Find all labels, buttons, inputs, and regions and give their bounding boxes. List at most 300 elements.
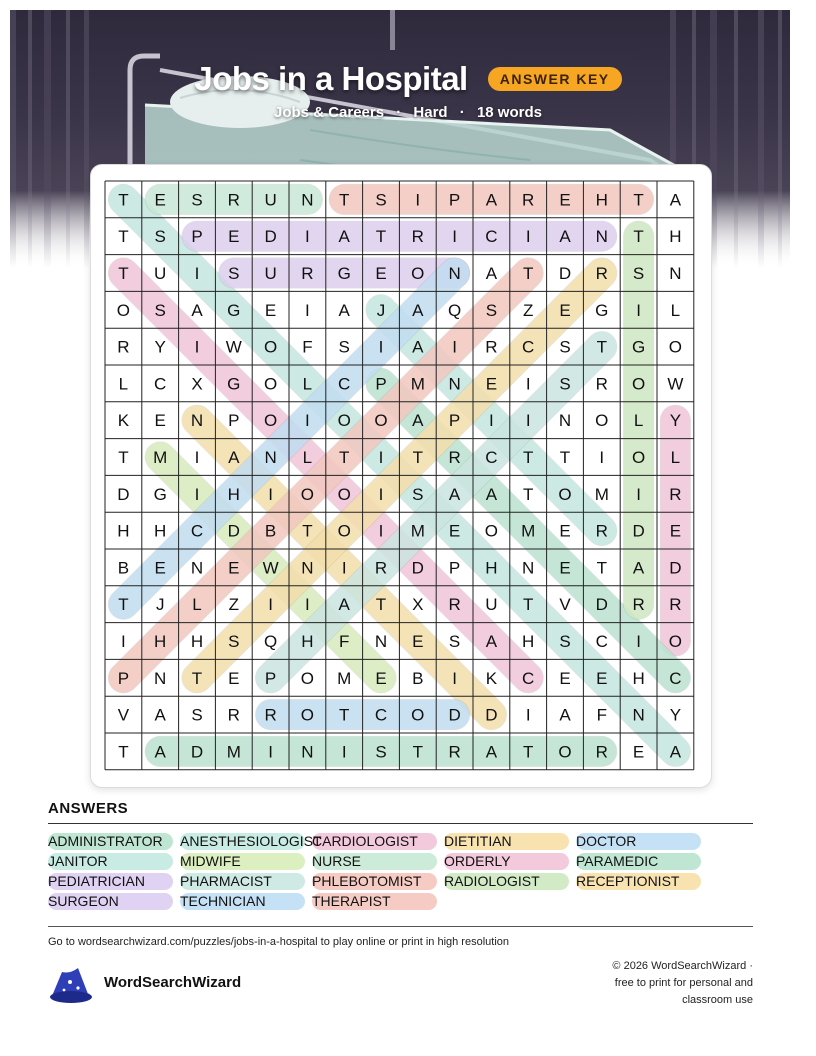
grid-cell-letter[interactable]: L — [118, 374, 129, 394]
answer-word-label: DIETITIAN — [444, 833, 512, 849]
grid-cell-letter[interactable]: T — [339, 705, 350, 725]
grid-cell-letter[interactable]: A — [412, 411, 424, 431]
grid-cell-letter[interactable]: O — [300, 484, 315, 504]
grid-cell-letter[interactable]: P — [448, 558, 461, 578]
answer-word-label: SURGEON — [48, 893, 119, 909]
grid-cell-letter[interactable]: N — [595, 227, 608, 247]
grid-cell-letter[interactable]: X — [412, 595, 424, 615]
answer-word — [180, 892, 266, 910]
grid-cell-letter[interactable]: Y — [669, 411, 682, 431]
answer-word-label: THERAPIST — [312, 893, 391, 909]
grid-cell-letter[interactable]: B — [412, 668, 424, 688]
grid-cell-letter[interactable]: A — [448, 484, 461, 504]
grid-cell-letter[interactable]: I — [268, 595, 273, 615]
grid-cell-letter[interactable]: S — [191, 705, 203, 725]
grid-cell-letter[interactable]: O — [337, 484, 351, 504]
grid-cell-letter[interactable]: S — [448, 632, 461, 651]
grid-cell-letter[interactable]: R — [669, 484, 682, 504]
answers-divider — [48, 823, 753, 824]
grid-cell-letter[interactable]: A — [154, 705, 166, 725]
grid-cell-letter[interactable]: T — [118, 595, 129, 615]
grid-cell-letter[interactable]: C — [374, 705, 388, 725]
grid-cell-letter[interactable]: R — [595, 521, 608, 541]
grid-cell-letter[interactable]: W — [225, 337, 242, 357]
grid-cell-letter[interactable]: E — [412, 632, 424, 651]
grid-cell-letter[interactable]: Q — [447, 300, 462, 320]
grid-cell-letter[interactable]: N — [448, 374, 461, 394]
grid-cell-letter[interactable]: T — [559, 448, 571, 467]
grid-cell-letter[interactable]: G — [595, 300, 609, 320]
grid-cell-letter[interactable]: Q — [263, 632, 278, 651]
grid-cell-letter[interactable]: N — [190, 411, 204, 431]
grid-cell-letter[interactable]: S — [154, 227, 166, 247]
grid-cell-letter[interactable]: A — [412, 337, 424, 357]
puzzle-meta — [0, 104, 816, 121]
grid-cell-letter[interactable]: T — [633, 227, 644, 247]
grid-cell-letter[interactable]: D — [227, 521, 240, 541]
grid-cell-letter[interactable]: D — [669, 558, 682, 578]
footer-divider — [48, 926, 753, 927]
grid-cell-letter[interactable]: G — [153, 484, 167, 504]
grid-cell-letter[interactable]: T — [523, 484, 534, 504]
grid-cell-letter[interactable]: U — [264, 190, 277, 210]
grid-cell-letter[interactable]: I — [305, 595, 310, 615]
grid-cell-letter[interactable]: I — [525, 227, 531, 247]
grid-cell-letter[interactable]: O — [337, 411, 351, 431]
copyright-notice — [612, 958, 753, 1009]
grid-cell-letter[interactable]: H — [154, 521, 167, 541]
grid-cell-letter[interactable]: S — [191, 190, 203, 210]
grid-cell-letter[interactable]: I — [121, 632, 126, 651]
grid-cell-letter[interactable]: A — [485, 484, 498, 504]
grid-cell-letter[interactable]: O — [263, 337, 278, 357]
grid-cell-letter[interactable]: I — [268, 742, 273, 762]
grid-cell-letter[interactable]: O — [300, 705, 315, 725]
grid-cell-letter[interactable]: T — [523, 448, 534, 467]
grid-cell-letter[interactable]: A — [338, 300, 350, 320]
grid-cell-letter[interactable]: D — [117, 484, 130, 504]
grid-cell-letter[interactable]: A — [559, 227, 571, 247]
answer-word — [312, 832, 418, 850]
grid-cell-letter[interactable]: E — [154, 558, 166, 578]
grid-cell-letter[interactable]: O — [374, 411, 388, 431]
grid-cell-letter[interactable]: R — [595, 264, 608, 283]
grid-cell-letter[interactable]: T — [412, 742, 423, 762]
grid-cell-letter[interactable]: A — [338, 595, 350, 615]
grid-cell-letter[interactable]: H — [595, 190, 608, 210]
grid-cell-letter[interactable]: H — [522, 632, 535, 651]
grid-cell-letter[interactable]: I — [636, 484, 641, 504]
grid-cell-letter[interactable]: C — [522, 337, 535, 357]
copyright-line: free to print for personal and — [614, 977, 753, 989]
grid-cell-letter[interactable]: L — [670, 300, 681, 320]
grid-cell-letter[interactable]: R — [522, 190, 535, 210]
grid-cell-letter[interactable]: M — [410, 521, 425, 541]
grid-cell-letter[interactable]: I — [636, 632, 641, 651]
answer-word-label: RADIOLOGIST — [444, 873, 540, 889]
grid-cell-letter[interactable]: L — [302, 448, 313, 467]
grid-cell-letter[interactable]: A — [412, 300, 424, 320]
grid-cell-letter[interactable]: P — [117, 668, 130, 688]
grid-cell-letter[interactable]: T — [191, 668, 203, 688]
wizard-hat-icon — [48, 964, 94, 1009]
grid-cell-letter[interactable]: C — [522, 668, 535, 688]
grid-cell-letter[interactable]: N — [669, 264, 682, 283]
grid-cell-letter[interactable]: A — [485, 632, 498, 651]
grid-cell-letter[interactable]: E — [228, 558, 240, 578]
grid-cell-letter[interactable]: F — [302, 337, 313, 357]
grid-cell-letter[interactable]: C — [154, 374, 167, 394]
grid-cell-letter[interactable]: O — [411, 264, 425, 283]
grid-cell-letter[interactable]: T — [375, 227, 387, 247]
grid-cell-letter[interactable]: T — [596, 337, 607, 357]
grid-cell-letter[interactable]: C — [190, 521, 204, 541]
answer-word — [180, 832, 322, 850]
grid-cell-letter[interactable]: O — [337, 521, 351, 541]
grid-cell-letter[interactable]: T — [118, 742, 129, 762]
grid-cell-letter[interactable]: A — [632, 558, 645, 578]
grid-cell-letter[interactable]: E — [375, 264, 387, 283]
grid-cell-letter[interactable]: W — [262, 558, 279, 578]
grid-cell-letter[interactable]: I — [194, 484, 200, 504]
grid-cell-letter[interactable]: T — [302, 521, 313, 541]
grid-cell-letter[interactable]: A — [485, 264, 498, 283]
grid-cell-letter[interactable]: M — [337, 668, 352, 688]
grid-cell-letter[interactable]: S — [559, 337, 571, 357]
grid-cell-letter[interactable]: I — [378, 448, 384, 467]
grid-cell-letter[interactable]: L — [302, 374, 313, 394]
answer-word — [576, 832, 636, 850]
grid-cell-letter[interactable]: Z — [228, 595, 239, 615]
grid-cell-letter[interactable]: M — [226, 742, 241, 762]
grid-cell-letter[interactable]: E — [669, 521, 682, 541]
grid-cell-letter[interactable]: T — [339, 448, 350, 467]
answer-word — [48, 852, 108, 870]
grid-cell-letter[interactable]: M — [410, 374, 425, 394]
grid-cell-letter[interactable]: S — [154, 300, 166, 320]
grid-cell-letter[interactable]: L — [192, 595, 202, 615]
grid-cell-letter[interactable]: S — [375, 742, 387, 762]
grid-cell-letter[interactable]: I — [194, 448, 200, 467]
grid-cell-letter[interactable]: E — [228, 227, 240, 247]
grid-cell-letter[interactable]: S — [228, 264, 240, 283]
grid-cell-letter[interactable]: V — [117, 705, 130, 725]
grid-cell-letter[interactable]: A — [485, 190, 498, 210]
grid-cell-letter[interactable]: I — [305, 227, 310, 247]
grid-cell-letter[interactable]: Y — [669, 705, 682, 725]
grid-cell-letter[interactable]: A — [228, 448, 240, 467]
grid-cell-letter[interactable]: N — [374, 632, 388, 651]
grid-cell-letter[interactable]: D — [264, 227, 277, 247]
grid-cell-letter[interactable]: R — [595, 742, 608, 762]
grid-cell-letter[interactable]: E — [559, 521, 571, 541]
grid-cell-letter[interactable]: D — [190, 742, 204, 762]
answer-word-label: CARDIOLOGIST — [312, 833, 418, 849]
grid-cell-letter[interactable]: C — [669, 668, 682, 688]
grid-cell-letter[interactable]: H — [154, 632, 167, 651]
grid-cell-letter[interactable]: N — [190, 558, 204, 578]
grid-cell-letter[interactable]: T — [596, 558, 607, 578]
grid-cell-letter[interactable]: Y — [154, 337, 166, 357]
grid-cell-letter[interactable]: A — [338, 227, 350, 247]
grid-cell-letter[interactable]: H — [301, 632, 314, 651]
grid-cell-letter[interactable]: I — [525, 411, 531, 431]
grid-cell-letter[interactable]: I — [341, 742, 347, 762]
grid-cell-letter[interactable]: I — [452, 227, 457, 247]
grid-cell-letter[interactable]: R — [374, 558, 388, 578]
grid-cell-letter[interactable]: O — [558, 484, 572, 504]
grid-cell-letter[interactable]: U — [264, 264, 277, 283]
grid-cell-letter[interactable]: S — [375, 190, 387, 210]
grid-cell-letter[interactable]: E — [559, 300, 571, 320]
grid-cell-letter[interactable]: D — [448, 705, 461, 725]
grid-cell-letter[interactable]: N — [558, 411, 572, 431]
grid-cell-letter[interactable]: M — [594, 484, 609, 504]
grid-cell-letter[interactable]: L — [670, 448, 681, 467]
answer-word-label: DOCTOR — [576, 833, 637, 849]
grid-cell-letter[interactable]: P — [448, 411, 461, 431]
answer-word-label: PEDIATRICIAN — [48, 873, 145, 889]
grid-cell-letter[interactable]: E — [632, 742, 645, 762]
brand-name[interactable]: WordSearchWizard — [104, 974, 242, 991]
answer-word-label: NURSE — [312, 853, 362, 869]
grid-cell-letter[interactable]: H — [632, 668, 645, 688]
grid-cell-letter[interactable]: C — [485, 448, 498, 467]
grid-cell-letter[interactable]: I — [415, 190, 421, 210]
grid-cell-letter[interactable]: J — [155, 595, 165, 615]
letter-grid — [91, 165, 711, 787]
grid-cell-letter[interactable]: H — [669, 227, 682, 247]
grid-cell-letter[interactable]: N — [301, 558, 314, 578]
grid-cell-letter[interactable]: O — [631, 448, 646, 467]
grid-cell-letter[interactable]: E — [559, 558, 571, 578]
copyright-line: classroom use — [682, 994, 753, 1006]
grid-cell-letter[interactable]: R — [227, 705, 240, 725]
grid-cell-letter[interactable]: T — [523, 264, 534, 283]
grid-cell-letter[interactable]: O — [595, 411, 609, 431]
grid-cell-letter[interactable]: G — [631, 337, 646, 357]
grid-cell-letter[interactable]: T — [375, 595, 387, 615]
grid-cell-letter[interactable]: X — [191, 374, 203, 394]
grid-cell-letter[interactable]: I — [525, 705, 531, 725]
grid-cell-letter[interactable]: O — [668, 632, 683, 651]
grid-cell-letter[interactable]: H — [227, 484, 240, 504]
grid-cell-letter[interactable]: O — [411, 705, 425, 725]
grid-cell-letter[interactable]: P — [448, 190, 461, 210]
answer-word — [312, 872, 421, 890]
grid-cell-letter[interactable]: J — [376, 300, 386, 320]
footer-link[interactable]: Go to wordsearchwizard.com/puzzles/jobs-in-a-hospital to play online or print in high resolution — [48, 936, 510, 948]
grid-cell-letter[interactable]: A — [154, 742, 166, 762]
grid-cell-letter[interactable]: R — [632, 595, 645, 615]
grid-cell-letter[interactable]: I — [194, 337, 200, 357]
grid-cell-letter[interactable]: D — [411, 558, 424, 578]
word-count-label: 18 words — [476, 104, 542, 121]
answer-word — [312, 852, 361, 870]
grid-cell-letter[interactable]: R — [669, 595, 682, 615]
grid-cell-letter[interactable]: R — [264, 705, 277, 725]
grid-cell-letter[interactable]: E — [264, 300, 277, 320]
answer-word-label: ADMINISTRATOR — [48, 833, 163, 849]
grid-cell-letter[interactable]: P — [375, 374, 387, 394]
grid-cell-letter[interactable]: S — [485, 300, 498, 320]
difficulty-label: Hard — [413, 104, 448, 121]
grid-cell-letter[interactable]: N — [264, 448, 277, 467]
grid-cell-letter[interactable]: I — [378, 521, 384, 541]
grid-cell-letter[interactable]: Z — [523, 300, 534, 320]
grid-cell-letter[interactable]: G — [227, 300, 241, 320]
grid-cell-letter[interactable]: C — [595, 632, 608, 651]
grid-cell-letter[interactable]: R — [448, 448, 461, 467]
grid-cell-letter[interactable]: R — [411, 227, 424, 247]
answer-word-label: ORDERLY — [444, 853, 511, 869]
answer-key-badge: ANSWER KEY — [488, 67, 622, 91]
grid-cell-letter[interactable]: E — [375, 668, 387, 688]
grid-cell-letter[interactable]: O — [631, 374, 646, 394]
grid-cell-letter[interactable]: A — [485, 742, 498, 762]
grid-cell-letter[interactable]: W — [667, 374, 684, 394]
grid-cell-letter[interactable]: I — [268, 484, 273, 504]
grid-cell-letter[interactable]: N — [301, 742, 314, 762]
grid-cell-letter[interactable]: O — [300, 668, 315, 688]
grid-cell-letter[interactable]: R — [227, 190, 240, 210]
answer-word-label: PARAMEDIC — [576, 853, 659, 869]
grid-cell-letter[interactable]: I — [599, 448, 605, 467]
grid-cell-letter[interactable]: A — [191, 300, 203, 320]
grid-cell-letter[interactable]: E — [485, 374, 498, 394]
answer-word-label: RECEPTIONIST — [576, 873, 680, 889]
grid-cell-letter[interactable]: I — [378, 484, 384, 504]
grid-cell-letter[interactable]: I — [452, 668, 457, 688]
grid-cell-letter[interactable]: L — [633, 411, 644, 431]
grid-cell-letter[interactable]: S — [559, 632, 571, 651]
grid-cell-letter[interactable]: N — [154, 668, 167, 688]
grid-cell-letter[interactable]: G — [227, 374, 241, 394]
grid-cell-letter[interactable]: K — [485, 668, 498, 688]
answer-word — [180, 852, 241, 870]
grid-cell-letter[interactable]: I — [489, 411, 494, 431]
grid-cell-letter[interactable]: T — [523, 595, 534, 615]
grid-cell-letter[interactable]: H — [190, 632, 204, 651]
grid-cell-letter[interactable]: E — [448, 521, 461, 541]
grid-cell-letter[interactable]: D — [485, 705, 498, 725]
grid-cell-letter[interactable]: D — [632, 521, 645, 541]
grid-cell-letter[interactable]: E — [559, 668, 571, 688]
answers-heading: ANSWERS — [48, 800, 129, 817]
grid-cell-letter[interactable]: R — [448, 742, 461, 762]
grid-cell-letter[interactable]: C — [338, 374, 351, 394]
grid-cell-letter[interactable]: F — [339, 632, 350, 651]
meta-separator: · — [459, 104, 465, 121]
grid-cell-letter[interactable]: A — [669, 190, 682, 210]
grid-cell-letter[interactable]: I — [452, 337, 457, 357]
answer-word — [576, 852, 658, 870]
grid-cell-letter[interactable]: T — [339, 190, 350, 210]
grid-cell-letter[interactable]: R — [485, 337, 498, 357]
grid-cell-letter[interactable]: I — [305, 300, 310, 320]
grid-cell-letter[interactable]: S — [559, 374, 571, 394]
grid-cell-letter[interactable]: T — [118, 227, 129, 247]
grid-cell-letter[interactable]: V — [559, 595, 571, 615]
grid-cell-letter[interactable]: N — [522, 558, 535, 578]
grid-cell-letter[interactable]: A — [669, 742, 682, 762]
grid-cell-letter[interactable]: O — [558, 742, 572, 762]
grid-cell-letter[interactable]: O — [484, 521, 499, 541]
grid-cell-letter[interactable]: T — [633, 190, 644, 210]
answer-word — [48, 892, 119, 910]
grid-cell-letter[interactable]: D — [558, 264, 572, 283]
grid-cell-letter[interactable]: U — [154, 264, 167, 283]
grid-cell-letter[interactable]: R — [448, 595, 461, 615]
grid-cell-letter[interactable]: T — [118, 448, 129, 467]
answer-word — [48, 832, 163, 850]
grid-cell-letter[interactable]: P — [191, 227, 203, 247]
grid-cell-letter[interactable]: M — [521, 521, 536, 541]
answer-word — [180, 872, 272, 890]
grid-cell-letter[interactable]: M — [153, 448, 168, 467]
grid-cell-letter[interactable]: O — [263, 411, 278, 431]
grid-cell-letter[interactable]: E — [154, 190, 166, 210]
grid-cell-letter[interactable]: F — [596, 705, 607, 725]
grid-cell-letter[interactable]: E — [228, 668, 240, 688]
grid-cell-letter[interactable]: U — [485, 595, 498, 615]
grid-cell-letter[interactable]: P — [264, 668, 277, 688]
grid-cell-letter[interactable]: O — [263, 374, 278, 394]
grid-cell-letter[interactable]: T — [118, 264, 129, 283]
grid-cell-letter[interactable]: S — [632, 264, 645, 283]
grid-cell-letter[interactable]: N — [632, 705, 645, 725]
grid-cell-letter[interactable]: G — [337, 264, 351, 283]
grid-cell-letter[interactable]: B — [264, 521, 277, 541]
grid-cell-letter[interactable]: S — [228, 632, 240, 651]
grid-cell-letter[interactable]: O — [668, 337, 683, 357]
grid-cell-letter[interactable]: K — [117, 411, 130, 431]
grid-cell-letter[interactable]: I — [525, 374, 531, 394]
grid-cell-letter[interactable]: T — [118, 190, 129, 210]
grid-cell-letter[interactable]: E — [559, 190, 571, 210]
grid-cell-letter[interactable]: I — [341, 558, 347, 578]
grid-cell-letter[interactable]: N — [448, 264, 461, 283]
answer-word — [444, 872, 540, 890]
grid-cell-letter[interactable]: S — [412, 484, 424, 504]
grid-cell-letter[interactable]: E — [154, 411, 166, 431]
answer-word — [444, 852, 511, 870]
grid-cell-letter[interactable]: I — [378, 337, 384, 357]
grid-cell-letter[interactable]: R — [595, 374, 608, 394]
grid-cell-letter[interactable]: I — [305, 411, 310, 431]
grid-cell-letter[interactable]: B — [117, 558, 130, 578]
grid-cell-letter[interactable]: A — [559, 705, 571, 725]
grid-cell-letter[interactable]: D — [595, 595, 608, 615]
grid-cell-letter[interactable]: T — [412, 448, 423, 467]
grid-cell-letter[interactable]: H — [117, 521, 130, 541]
grid-cell-letter[interactable]: H — [485, 558, 498, 578]
answer-word-label: PHLEBOTOMIST — [312, 873, 422, 889]
grid-cell-letter[interactable]: N — [301, 190, 314, 210]
answer-word — [444, 832, 512, 850]
grid-cell-letter[interactable]: R — [117, 337, 130, 357]
grid-cell-letter[interactable]: I — [194, 264, 200, 283]
grid-cell-letter[interactable]: I — [636, 300, 641, 320]
grid-cell-letter[interactable]: E — [596, 668, 608, 688]
grid-cell-letter[interactable]: R — [301, 264, 314, 283]
grid-cell-letter[interactable]: C — [485, 227, 498, 247]
grid-cell-letter[interactable]: P — [228, 411, 240, 431]
grid-cell-letter[interactable]: O — [116, 300, 131, 320]
grid-cell-letter[interactable]: T — [523, 742, 534, 762]
grid-cell-letter[interactable]: S — [338, 337, 350, 357]
answer-word-label: MIDWIFE — [180, 853, 241, 869]
